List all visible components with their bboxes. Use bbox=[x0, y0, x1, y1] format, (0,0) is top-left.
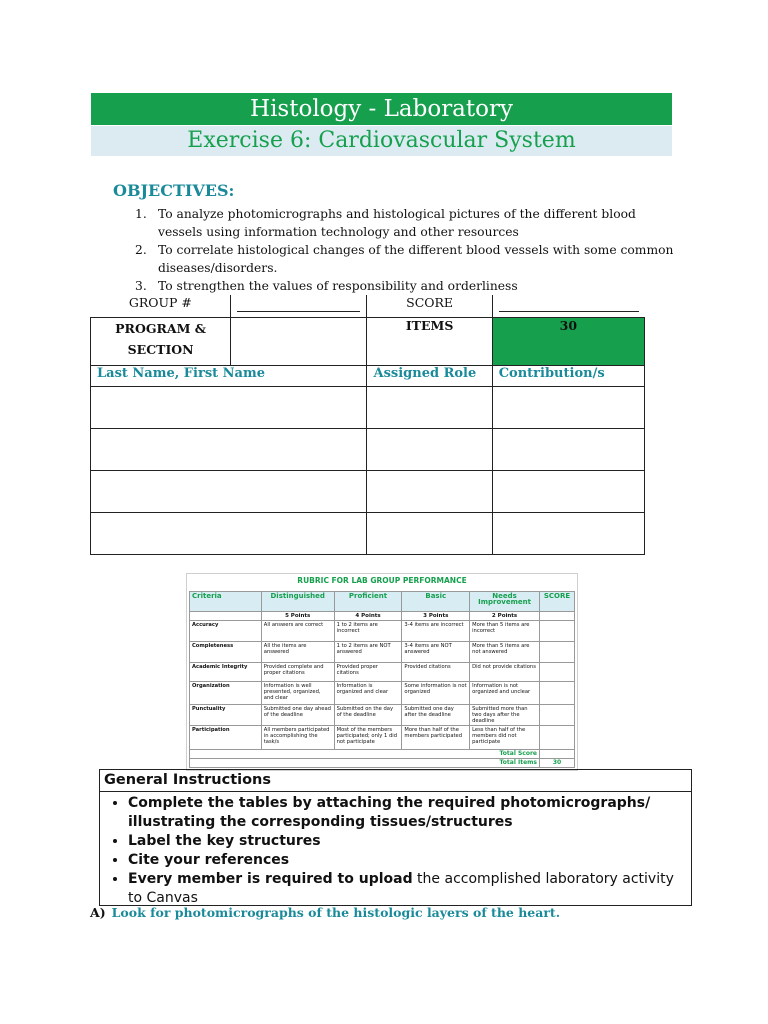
rubric-proficient: Information is organized and clear bbox=[334, 682, 402, 705]
rubric-points bbox=[540, 612, 575, 621]
group-label: GROUP # bbox=[91, 295, 231, 317]
total-items-value: 30 bbox=[540, 759, 575, 768]
rubric-needs-improvement: Did not provide citations bbox=[470, 663, 540, 682]
rubric-criteria: Participation bbox=[190, 726, 262, 750]
contribution-column-header: Contribution/s bbox=[492, 365, 644, 386]
items-value: 30 bbox=[492, 317, 644, 365]
rubric-header: Proficient bbox=[334, 592, 402, 612]
rubric-row bbox=[190, 642, 575, 663]
member-contribution-cell[interactable] bbox=[492, 386, 644, 428]
instruction-item: • Label the key structures bbox=[128, 832, 691, 851]
rubric-basic: 3-4 items are NOT answered bbox=[402, 642, 470, 663]
rubric-row bbox=[190, 682, 575, 705]
rubric-basic: 3-4 items are incorrect bbox=[402, 621, 470, 642]
objectives-list bbox=[135, 205, 675, 295]
rubric-basic: Some information is not organized bbox=[402, 682, 470, 705]
objective-text: To analyze photomicrographs and histological pictures of the different blood vessels using information technology and other resources bbox=[158, 207, 636, 239]
rubric-distinguished: Submitted one day ahead of the deadline bbox=[261, 705, 334, 726]
member-role-cell[interactable] bbox=[367, 512, 492, 554]
page-title: Histology - Laboratory bbox=[91, 93, 672, 125]
instruction-item: • Cite your references bbox=[128, 851, 691, 870]
rubric-basic: Submitted one day after the deadline bbox=[402, 705, 470, 726]
program-row bbox=[91, 317, 645, 365]
member-header-row bbox=[91, 365, 645, 386]
score-label: SCORE bbox=[367, 295, 492, 317]
objective-text: To strengthen the values of responsibility and orderliness bbox=[158, 279, 518, 293]
member-name-cell[interactable] bbox=[91, 428, 367, 470]
rubric-proficient: Provided proper citations bbox=[334, 663, 402, 682]
rubric-proficient: 1 to 2 items are incorrect bbox=[334, 621, 402, 642]
member-contribution-cell[interactable] bbox=[492, 428, 644, 470]
objective-number: 2. bbox=[135, 243, 147, 257]
rubric-score-cell[interactable] bbox=[540, 682, 575, 705]
rubric-proficient: Most of the members participated; only 1 did not participate bbox=[334, 726, 402, 750]
rubric-score-cell[interactable] bbox=[540, 705, 575, 726]
rubric-points: 4 Points bbox=[334, 612, 402, 621]
group-row bbox=[91, 295, 645, 317]
member-contribution-cell[interactable] bbox=[492, 512, 644, 554]
member-role-cell[interactable] bbox=[367, 470, 492, 512]
instruction-item: • Complete the tables by attaching the required photomicrographs/ illustrating the corresponding tissues/structures bbox=[128, 794, 691, 832]
member-name-cell[interactable] bbox=[91, 386, 367, 428]
upload-instruction-bold: Every member is required to upload bbox=[128, 871, 413, 887]
rubric-distinguished: All the items are answered bbox=[261, 642, 334, 663]
rubric-distinguished: Provided complete and proper citations bbox=[261, 663, 334, 682]
general-instructions-title: General Instructions bbox=[100, 770, 691, 792]
rubric-criteria: Punctuality bbox=[190, 705, 262, 726]
member-contribution-cell[interactable] bbox=[492, 470, 644, 512]
rubric-basic: More than half of the members participated bbox=[402, 726, 470, 750]
rubric-header: Basic bbox=[402, 592, 470, 612]
rubric-basic: Provided citations bbox=[402, 663, 470, 682]
rubric-points: 5 Points bbox=[261, 612, 334, 621]
total-score-value[interactable] bbox=[540, 750, 575, 759]
upload-instruction-text: the accomplished laboratory activity to Canvas bbox=[128, 871, 674, 906]
group-table bbox=[90, 295, 645, 555]
member-row bbox=[91, 386, 645, 428]
total-score-label: Total Score bbox=[190, 750, 540, 759]
part-a-letter: A) bbox=[90, 905, 106, 920]
instruction-item bbox=[128, 870, 691, 908]
objective-item bbox=[135, 241, 675, 277]
rubric-needs-improvement: More than 5 items are not answered bbox=[470, 642, 540, 663]
exercise-subtitle: Exercise 6: Cardiovascular System bbox=[91, 126, 672, 156]
rubric-criteria: Accuracy bbox=[190, 621, 262, 642]
member-name-cell[interactable] bbox=[91, 470, 367, 512]
objective-item bbox=[135, 205, 675, 241]
objective-text: To correlate histological changes of the different blood vessels with some common diseases/disorders. bbox=[158, 243, 674, 275]
rubric-header: Needs Improvement bbox=[470, 592, 540, 612]
rubric-distinguished: Information is well presented, organized, and clear bbox=[261, 682, 334, 705]
rubric-table bbox=[189, 591, 575, 768]
rubric-needs-improvement: Information is not organized and unclear bbox=[470, 682, 540, 705]
rubric-row bbox=[190, 726, 575, 750]
total-items-label: Total Items bbox=[190, 759, 540, 768]
name-column-header: Last Name, First Name bbox=[91, 365, 367, 386]
rubric-distinguished: All answers are correct bbox=[261, 621, 334, 642]
part-a-prompt bbox=[90, 905, 560, 920]
rubric-proficient: Submitted on the day of the deadline bbox=[334, 705, 402, 726]
rubric-title: RUBRIC FOR LAB GROUP PERFORMANCE bbox=[297, 576, 467, 585]
group-input[interactable] bbox=[231, 295, 367, 317]
member-row bbox=[91, 470, 645, 512]
rubric-points: 3 Points bbox=[402, 612, 470, 621]
items-label: ITEMS bbox=[367, 317, 492, 365]
rubric-criteria: Organization bbox=[190, 682, 262, 705]
objectives-heading: OBJECTIVES: bbox=[113, 181, 235, 200]
instructions-list bbox=[100, 794, 691, 908]
rubric-row bbox=[190, 621, 575, 642]
member-row bbox=[91, 428, 645, 470]
rubric-total-items-row bbox=[190, 759, 575, 768]
member-role-cell[interactable] bbox=[367, 386, 492, 428]
rubric-header: Distinguished bbox=[261, 592, 334, 612]
rubric-score-cell[interactable] bbox=[540, 621, 575, 642]
member-name-cell[interactable] bbox=[91, 512, 367, 554]
rubric-header: Criteria bbox=[190, 592, 262, 612]
rubric-needs-improvement: Submitted more than two days after the deadline bbox=[470, 705, 540, 726]
objective-number: 1. bbox=[135, 207, 147, 221]
score-input[interactable] bbox=[492, 295, 644, 317]
rubric-row bbox=[190, 663, 575, 682]
rubric-criteria: Academic Integrity bbox=[190, 663, 262, 682]
rubric-distinguished: All members participated in accomplishing the task/s bbox=[261, 726, 334, 750]
rubric-needs-improvement: Less than half of the members did not participate bbox=[470, 726, 540, 750]
objective-number: 3. bbox=[135, 279, 147, 293]
rubric-header-row bbox=[190, 592, 575, 612]
rubric-header: SCORE bbox=[540, 592, 575, 612]
rubric-criteria: Completeness bbox=[190, 642, 262, 663]
rubric-points: 2 Points bbox=[470, 612, 540, 621]
rubric-total-score-row bbox=[190, 750, 575, 759]
rubric-points-row bbox=[190, 612, 575, 621]
general-instructions-box bbox=[99, 769, 692, 906]
rubric-points bbox=[190, 612, 262, 621]
rubric-score-cell[interactable] bbox=[540, 642, 575, 663]
program-section-input[interactable] bbox=[231, 317, 367, 365]
objective-item bbox=[135, 277, 675, 295]
member-row bbox=[91, 512, 645, 554]
rubric-proficient: 1 to 2 items are NOT answered bbox=[334, 642, 402, 663]
program-section-label: PROGRAM & SECTION bbox=[91, 317, 231, 365]
rubric-row bbox=[190, 705, 575, 726]
member-role-cell[interactable] bbox=[367, 428, 492, 470]
role-column-header: Assigned Role bbox=[367, 365, 492, 386]
rubric-needs-improvement: More than 5 items are incorrect bbox=[470, 621, 540, 642]
rubric-panel bbox=[186, 573, 578, 771]
rubric-score-cell[interactable] bbox=[540, 726, 575, 750]
rubric-score-cell[interactable] bbox=[540, 663, 575, 682]
part-a-text: Look for photomicrographs of the histologic layers of the heart. bbox=[111, 905, 561, 920]
